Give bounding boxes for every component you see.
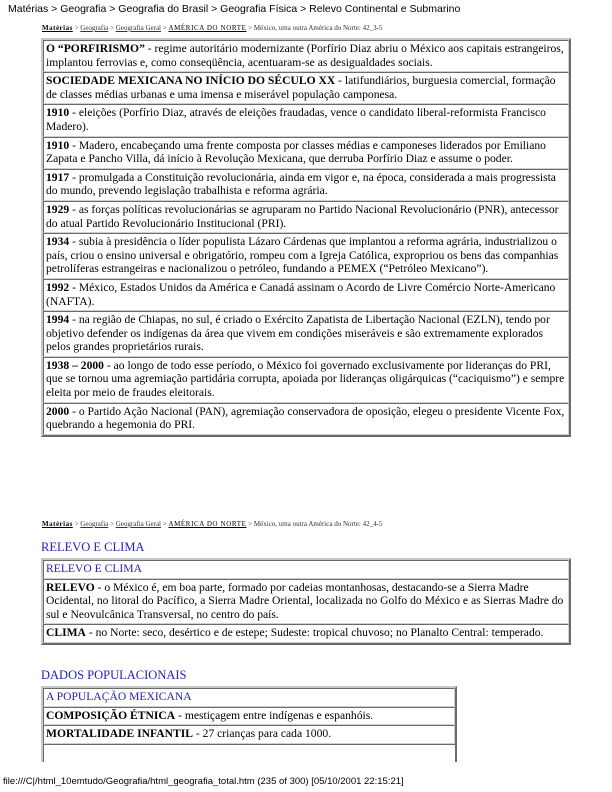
entry-title: O “PORFIRISMO”	[46, 42, 145, 55]
entry-title: 1929	[46, 202, 70, 216]
table-row	[43, 311, 569, 357]
empty-cell	[43, 744, 455, 762]
entry-title: 1917	[46, 170, 70, 184]
entry-title: SOCIEDADE MEXICANA NO INÍCIO DO SÉCULO XX	[46, 74, 336, 88]
breadcrumb-current: > México, uma outra América do Norte: 42_3-5	[246, 24, 383, 32]
table-row	[43, 137, 569, 169]
breadcrumb-link-geografia-geral[interactable]: Geografia Geral	[115, 520, 161, 528]
page-footer: file:///C|/html_10emtudo/Geografia/html_geografia_total.htm (235 of 300) [05/10/2001 22:15:21]	[3, 776, 404, 787]
history-table-body	[43, 40, 569, 435]
entry-title: RELEVO	[46, 580, 95, 594]
table-cell	[43, 169, 569, 201]
breadcrumb-separator: >	[161, 520, 169, 528]
entry-text: - ao longo de todo esse período, o México foi governado exclusivamente por lideranças do PRI, que se tornou uma agremiação partidária corrupta, apoiada por lideranças oligárquicas (“caciquismo”) e sempre eleita por meio de fraudes eleitorais.	[46, 358, 565, 400]
table-cell	[43, 624, 569, 643]
table-cell	[43, 233, 569, 279]
table-cell	[43, 311, 569, 357]
entry-text: - México, Estados Unidos da América e Canadá assinam o Acordo de Livre Comércio Norte-Americano (NAFTA).	[46, 280, 556, 308]
table-row	[43, 233, 569, 279]
table-row	[43, 72, 569, 104]
entry-text: - as forças políticas revolucionárias se agruparam no Partido Nacional Revolucionário (PNR), antecessor do atual Partido Revolucionário Institucional (PRI).	[46, 202, 559, 230]
entry-title: CLIMA	[46, 626, 86, 640]
table-row	[43, 403, 569, 435]
page-breadcrumb	[42, 24, 382, 32]
table-cell	[43, 279, 569, 311]
breadcrumb-link-geografia-geral[interactable]: Geografia Geral	[115, 24, 161, 32]
table-cell	[43, 725, 455, 744]
entry-text: - na região de Chiapas, no sul, é criado o Exército Zapatista de Libertação Nacional (EZLN), tendo por objetivo defender os indígenas da área que vivem em condições miseráveis e são extremamente explorados pelos grandes proprietários rurais.	[46, 313, 550, 354]
entry-title: 1910	[46, 106, 70, 120]
top-breadcrumb: Matérias > Geografia > Geografia do Brasil > Geografia Física > Relevo Continental e Submarino	[8, 3, 461, 15]
entry-text: - o México é, em boa parte, formado por cadeias montanhosas, destacando-se a Sierra Madre Ocidental, no litoral do Pacífico, a Sierra Madre Oriental, localizada no Golfo do México e as Sierras Madre do sul e Neovulcânica Transversal, no centro do país.	[46, 580, 564, 621]
breadcrumb-link-america-do-norte[interactable]: AMÉRICA DO NORTE	[168, 24, 247, 32]
table-cell	[43, 579, 569, 625]
entry-title: 1992	[46, 280, 70, 294]
table-cell	[43, 137, 569, 169]
table-cell	[43, 40, 569, 72]
table-row	[43, 624, 569, 643]
relevo-clima-table-body	[43, 560, 569, 643]
table-row	[43, 579, 569, 625]
breadcrumb-separator: >	[161, 24, 169, 32]
entry-text: - promulgada a Constituição revolucionária, ainda em vigor e, na época, considerada a mais progressista do mundo, prevendo legislação trabalhista e reforma agrária.	[46, 170, 556, 198]
table-cell	[43, 104, 569, 136]
table-row	[43, 725, 455, 744]
table-cell	[43, 201, 569, 233]
entry-text: - mestiçagem entre indígenas e espanhóis.	[175, 708, 374, 722]
table-header-cell: RELEVO E CLIMA	[43, 560, 569, 579]
breadcrumb-link-geografia[interactable]: Geografia	[80, 24, 109, 32]
table-cell	[43, 707, 455, 726]
table-row	[43, 104, 569, 136]
breadcrumb-link-materias[interactable]: Matérias	[42, 24, 73, 32]
entry-text: - o Partido Ação Nacional (PAN), agremiação conservadora de oposição, elegeu o presidente Vicente Fox, quebrando a hegemonia do PRI.	[46, 404, 565, 432]
entry-title: 1910	[46, 138, 70, 152]
history-table	[41, 38, 571, 437]
entry-title: 2000	[46, 404, 70, 418]
table-row	[43, 40, 569, 72]
table-cell	[43, 72, 569, 104]
entry-text: - no Norte: seco, desértico e de estepe; Sudeste: tropical chuvoso; no Planalto Central: temperado.	[85, 626, 544, 640]
table-header-row	[43, 560, 569, 579]
breadcrumb-separator: >	[72, 520, 81, 528]
dados-populacionais-table	[41, 686, 457, 762]
entry-text: - regime autoritário modernizante (Porfírio Diaz abriu o México aos capitais estrangeiros, implantou ferrovias e, como conseqüência, acentuaram-se as desigualdades sociais.	[46, 42, 564, 69]
section-heading-dados-populacionais: DADOS POPULACIONAIS	[41, 668, 187, 682]
empty-row	[43, 744, 455, 762]
page-breadcrumb-2	[42, 520, 382, 528]
section-heading-relevo-clima: RELEVO E CLIMA	[41, 540, 145, 554]
entry-text: - Madero, encabeçando uma frente composta por classes médias e camponeses liderados por Emiliano Zapata e Pancho Villa, dá início à Revolução Mexicana, que derruba Porfírio Diaz e assume o poder.	[46, 138, 546, 166]
table-row	[43, 707, 455, 726]
table-header-row	[43, 688, 455, 707]
entry-text: - eleições (Porfírio Diaz, através de eleições fraudadas, vence o candidato liberal-reformista Francisco Madero).	[46, 106, 546, 133]
dados-populacionais-table-body	[43, 688, 455, 762]
breadcrumb-separator: >	[72, 24, 81, 32]
entry-title: MORTALIDADE INFANTIL	[46, 727, 193, 741]
entry-text: - subia à presidência o líder populista Lázaro Cárdenas que implantou a reforma agrária, industrializou o país, criou o ensino universal e obrigatório, rompeu com a Igreja Católica, expropriou os bens das companhias petrolíferas estrangeiras e nacionalizou o petróleo, fundando a PEMEX (“Petróleo Mexicano”).	[46, 235, 559, 276]
entry-title: COMPOSIÇÃO ÉTNICA	[46, 708, 176, 722]
breadcrumb-separator: >	[108, 24, 116, 32]
relevo-clima-table	[41, 558, 571, 645]
breadcrumb-link-materias[interactable]: Matérias	[42, 520, 73, 528]
entry-title: 1994	[46, 313, 70, 327]
table-row	[43, 169, 569, 201]
table-row	[43, 357, 569, 403]
breadcrumb-current: > México, uma outra América do Norte: 42_4-5	[246, 520, 383, 528]
table-row	[43, 279, 569, 311]
entry-text: - 27 crianças para cada 1000.	[193, 727, 332, 741]
breadcrumb-link-america-do-norte[interactable]: AMÉRICA DO NORTE	[168, 520, 247, 528]
table-cell	[43, 357, 569, 403]
breadcrumb-link-geografia[interactable]: Geografia	[80, 520, 109, 528]
entry-title: 1934	[46, 235, 70, 249]
entry-title: 1938 – 2000	[46, 358, 104, 372]
breadcrumb-separator: >	[108, 520, 116, 528]
table-header-cell: A POPULAÇÃO MEXICANA	[43, 688, 455, 707]
table-row	[43, 201, 569, 233]
table-cell	[43, 403, 569, 435]
entry-text: - latifundiários, burguesia comercial, formação de classes médias urbanas e uma imensa e miserável população camponesa.	[46, 74, 556, 101]
